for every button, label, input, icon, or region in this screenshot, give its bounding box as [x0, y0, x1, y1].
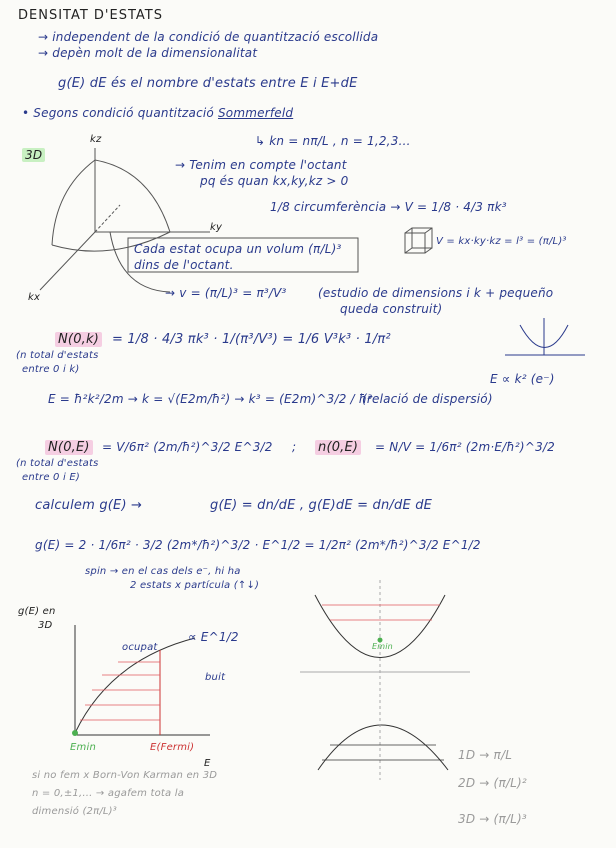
band-emin: Emin	[372, 642, 393, 651]
graph-ylabel-2: 3D	[38, 620, 53, 631]
spin-note-2: 2 estats x partícula (↑↓)	[130, 580, 260, 591]
cube-sketch	[405, 228, 432, 253]
ne-label	[45, 440, 93, 455]
footer-line-1: si no fem x Born-Von Karman en 3D	[32, 770, 218, 781]
state-volume-1: Cada estat ocupa un volum (π/L)³	[134, 242, 342, 256]
ne-note-1: (n total d'estats	[16, 458, 99, 469]
ne-density-label	[315, 440, 361, 455]
axis-ky: ky	[210, 222, 223, 233]
graph-efermi: E(Fermi)	[150, 742, 195, 753]
band-diagram	[300, 580, 470, 780]
volume-equation: 1/8 circumferència → V = 1/8 · 4/3 πk³	[270, 200, 507, 214]
sommerfeld-bullet: • Segons condició quantització	[22, 106, 218, 120]
ne-equation: = V/6π² (2m/ħ²)^3/2 E^3/2	[102, 440, 273, 454]
cube-volume: V = kx·ky·kz = l³ = (π/L)³	[436, 236, 567, 247]
footer-line-3: dimensió (2π/L)³	[32, 806, 117, 817]
nk-note-2: entre 0 i k)	[22, 364, 80, 375]
graph-ocupat: ocupat	[122, 642, 158, 653]
axis-kz: kz	[90, 134, 102, 145]
footer-2d: 2D → (π/L)²	[458, 776, 527, 790]
energy-equation: E = ħ²k²/2m → k = √(E2m/ħ²) → k³ = (E2m)^3/2 / ħ³	[48, 392, 373, 406]
small-parabola	[505, 318, 585, 355]
ge-equation: g(E) = 2 · 1/6π² · 3/2 (2m*/ħ²)^3/2 · E^1/2 = 1/2π² (2m*/ħ²)^3/2 E^1/2	[35, 538, 481, 552]
volume-per-state: → v = (π/L)³ = π³/V³	[165, 286, 287, 300]
axis-kx: kx	[28, 292, 41, 303]
dispersion-proportional: E ∝ k² (e⁻)	[490, 372, 555, 386]
dispersion-note: (relació de dispersió)	[362, 392, 493, 406]
state-volume-2: dins de l'octant.	[134, 258, 234, 272]
nk-equation: = 1/8 · 4/3 πk³ · 1/(π³/V³) = 1/6 V³k³ · 1/π²	[112, 332, 391, 347]
footer-line-2: n = 0,±1,… → agafem tota la	[32, 788, 185, 799]
nk-label	[55, 332, 102, 347]
octant-note-2: pq és quan kx,ky,kz > 0	[200, 174, 349, 188]
kn-equation: ↳ kn = nπ/L , n = 1,2,3…	[255, 134, 411, 148]
sommerfeld-name: Sommerfeld	[217, 106, 294, 120]
volume-note-1: (estudio de dimensions i k + pequeño	[318, 286, 554, 300]
intro-line-3: g(E) dE és el nombre d'estats entre E i E+dE	[58, 76, 358, 91]
intro-line-1: → independent de la condició de quantització escollida	[38, 30, 379, 44]
sommerfeld-line	[22, 106, 293, 120]
spin-note-1: spin → en el cas dels e⁻, hi ha	[85, 566, 241, 577]
dim-3d-text: 3D	[22, 148, 45, 162]
octant-note-1: → Tenim en compte l'octant	[175, 158, 347, 172]
ne-note-2: entre 0 i E)	[22, 472, 80, 483]
ne-label-text: N(0,E)	[45, 440, 93, 455]
intro-line-2: → depèn molt de la dimensionalitat	[38, 46, 258, 60]
graph-ylabel-1: g(E) en	[18, 606, 56, 617]
ge-calc: calculem g(E) →	[35, 498, 143, 513]
ne-density-equation: = N/V = 1/6π² (2m·E/ħ²)^3/2	[375, 440, 555, 454]
nk-label-text: N(0,k)	[55, 332, 102, 347]
graph-buit: buit	[205, 672, 226, 683]
graph-xlabel: E	[204, 758, 211, 769]
graph-emin: Emin	[70, 742, 96, 753]
page-title: DENSITAT D'ESTATS	[18, 8, 163, 23]
ne-density-text: n(0,E)	[315, 440, 361, 455]
dim-3d-label	[22, 148, 45, 162]
volume-note-2: queda construit)	[340, 302, 443, 316]
ne-separator: ;	[292, 440, 297, 454]
footer-3d: 3D → (π/L)³	[458, 812, 527, 826]
graph-curve-label: ∝ E^1/2	[188, 630, 239, 644]
footer-1d: 1D → π/L	[458, 748, 513, 762]
nk-note-1: (n total d'estats	[16, 350, 99, 361]
ge-definition: g(E) = dn/dE , g(E)dE = dn/dE dE	[210, 498, 433, 513]
